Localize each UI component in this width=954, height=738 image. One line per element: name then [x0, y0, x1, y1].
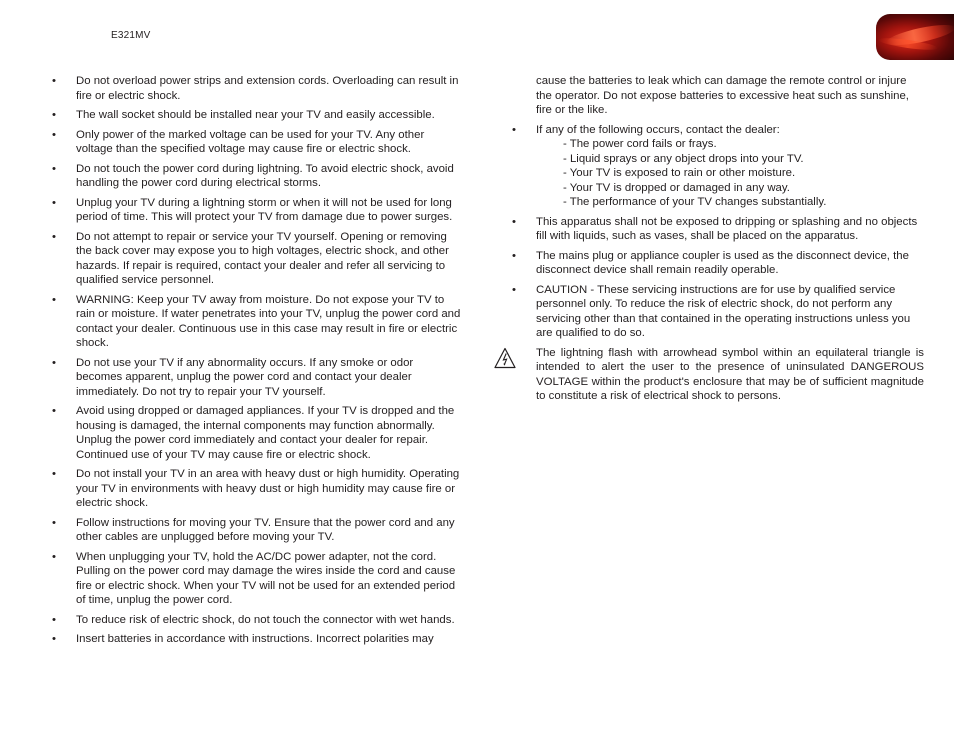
list-item: • CAUTION - These servicing instructions are for use by qualified service personnel only. To reduce the risk of electric shock, do not perform any servicing other than that contained in the operating instructions unless you are qualified to do so. [512, 283, 911, 339]
bullet-icon: • [512, 123, 516, 136]
right-column [512, 74, 924, 404]
model-number: E321MV [111, 30, 151, 41]
bullet-icon: • [52, 128, 56, 141]
bullet-icon: • [52, 468, 56, 480]
list-item: • Unplug your TV during a lightning storm or when it will not be used for long period of time. This will protect your TV from damage due to power surges. [52, 196, 453, 223]
list-item: • When unplugging your TV, hold the AC/DC power adapter, not the cord. Pulling on the power cord may damage the wires inside the cord and cause fire or electric shock. When your TV will not be used for an extended period of time, unplug the power cord. [52, 550, 456, 606]
left-column [52, 74, 462, 652]
list-item: • Do not attempt to repair or service your TV yourself. Opening or removing the back cover may expose you to high voltages, electric shock, and other hazards. If repair is required, contact your dealer and refer all servicing to qualified service personnel. [52, 230, 449, 286]
list-item-dealer: • If any of the following occurs, contact the dealer: - The power cord fails or frays. - Liquid sprays or any object drops into your TV. - Your TV is exposed to rain or other moisture. - Your TV is dropped or damaged in any way. - The performance of your TV changes substantially. [512, 123, 924, 210]
list-item: • Do not use your TV if any abnormality occurs. If any smoke or odor becomes apparent, unplug the power cord and contact your dealer immediately. Do not try to repair your TV yourself. [52, 356, 414, 398]
bullet-icon: • [512, 249, 516, 262]
bullet-icon: • [52, 293, 56, 306]
bullet-icon: • [52, 109, 56, 121]
bullet-icon: • [512, 283, 516, 296]
dangerous-voltage-warning [512, 346, 924, 404]
bullet-icon: • [52, 613, 56, 626]
brand-logo-tab [876, 14, 954, 60]
bullet-icon: • [512, 215, 516, 228]
list-item: • Follow instructions for moving your TV. Ensure that the power cord and any other cables are unplugged before moving your TV. [52, 516, 455, 543]
list-item: • Avoid using dropped or damaged appliances. If your TV is dropped and the housing is damaged, the internal components may function abnormally. Unplug the power cord immediately and contact your dealer for repair. Continued use of your TV may cause fire or electric shock. [52, 405, 455, 461]
sub-item: - Your TV is dropped or damaged in any way. [563, 181, 790, 194]
sub-item: - Your TV is exposed to rain or other moisture. [563, 167, 796, 179]
sub-item: - The power cord fails or frays. [563, 138, 717, 150]
list-item: • Do not touch the power cord during lightning. To avoid electric shock, avoid handling the power cord during electrical storms. [52, 162, 454, 189]
list-item: • WARNING: Keep your TV away from moisture. Do not expose your TV to rain or moisture. If water penetrates into your TV, unplug the power cord and contact your dealer. Continuous use in this case may result in fire or electric shock. [52, 293, 461, 349]
bullet-icon: • [52, 162, 56, 175]
bullet-icon: • [52, 550, 56, 563]
sub-item: - The performance of your TV changes substantially. [563, 196, 827, 208]
bullet-icon: • [52, 356, 56, 369]
bullet-icon: • [52, 633, 56, 645]
safety-list-right [512, 123, 924, 341]
list-item: • To reduce risk of electric shock, do not touch the connector with wet hands. [52, 613, 455, 626]
list-item: • The wall socket should be installed near your TV and easily accessible. [52, 109, 435, 121]
list-item: • Do not overload power strips and extension cords. Overloading can result in fire or electric shock. [52, 75, 459, 102]
list-item: • Insert batteries in accordance with instructions. Incorrect polarities may [52, 633, 434, 645]
safety-list-left [52, 74, 462, 647]
list-item: • Only power of the marked voltage can be used for your TV. Any other voltage than the specified voltage may cause fire or electric shock. [52, 128, 425, 155]
list-item: • Do not install your TV in an area with heavy dust or high humidity. Operating your TV in environments with heavy dust or high humidity may cause fire or electric shock. [52, 468, 460, 509]
lightning-triangle-icon [494, 347, 516, 369]
list-item: • The mains plug or appliance coupler is used as the disconnect device, the disconnect device shall remain readily operable. [512, 249, 909, 276]
battery-continuation: cause the batteries to leak which can damage the remote control or injure the operator. Do not expose batteries to excessive heat such as sunshine, fire or the like. [536, 75, 909, 116]
bullet-icon: • [52, 230, 56, 243]
sub-item: - Liquid sprays or any object drops into your TV. [563, 152, 804, 165]
bullet-icon: • [52, 75, 56, 87]
bullet-icon: • [52, 516, 56, 529]
warning-text: The lightning flash with arrowhead symbol within an equilateral triangle is intended to alert the user to the presence of uninsulated DANGEROUS VOLTAGE within the product's enclosure that may be of sufficient magnitude to constitute a risk of electrical shock to persons. [536, 346, 924, 402]
bullet-icon: • [52, 405, 56, 417]
list-item: • This apparatus shall not be exposed to dripping or splashing and no objects fill with liquids, such as vases, shall be placed on the apparatus. [512, 215, 918, 242]
bullet-icon: • [52, 196, 56, 209]
